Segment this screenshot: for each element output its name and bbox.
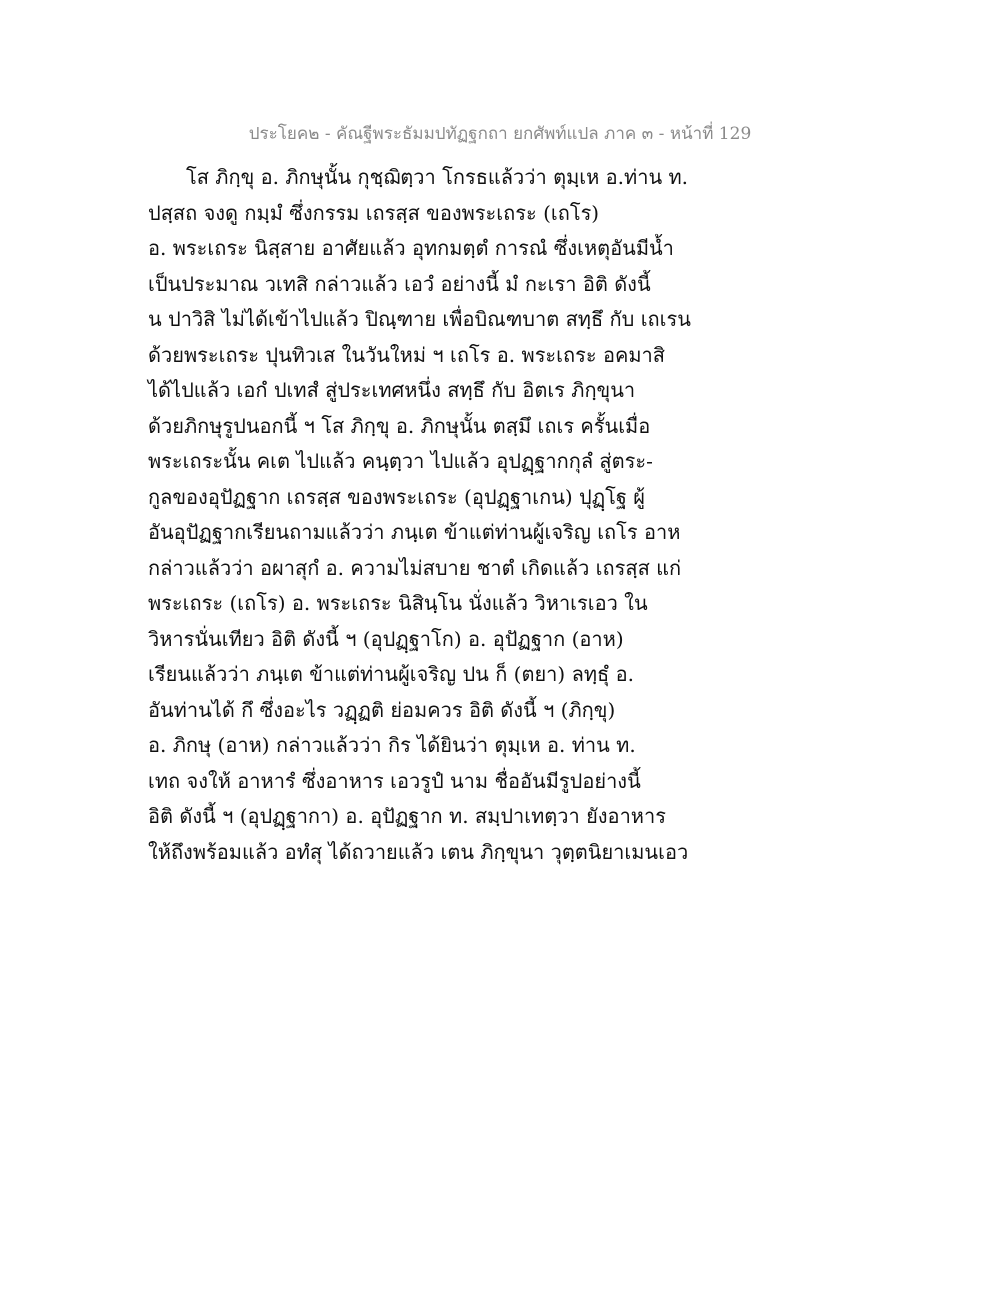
text-line: กล่าวแล้วว่า อผาสุกํ อ. ความไม่สบาย ชาตํ เกิดแล้ว เถรสฺส แก่ — [148, 555, 682, 580]
text-line: เรียนแล้วว่า ภนฺเต ข้าแต่ท่านผู้เจริญ ปน ก็ (ตยา) ลทฺธุํ อ. — [148, 662, 634, 686]
text-line: ปสฺสถ จงดู กมฺมํ ซึ่งกรรม เถรสฺส ของพระเถระ (เถโร) — [148, 200, 600, 225]
text-line: ด้วยพระเถระ ปุนทิวเส ในวันใหม่ ฯ เถโร อ. พระเถระ อคมาสิ — [148, 342, 665, 367]
text-line: อ. พระเถระ นิสฺสาย อาศัยแล้ว อุทกมตฺตํ การณํ ซึ่งเหตุอันมีน้ำ — [148, 236, 674, 260]
text-line: น ปาวิสิ ไม่ได้เข้าไปแล้ว ปิณฺฑาย เพื่อบิณฑบาต สทฺธึ กับ เถเรน — [148, 307, 691, 331]
text-line: เป็นประมาณ วเทสิ กล่าวแล้ว เอวํ อย่างนี้ มํ กะเรา อิติ ดังนี้ — [148, 271, 651, 296]
text-line: กูลของอุปัฏฐาก เถรสฺส ของพระเถระ (อุปฏฺฐาเกน) ปุฏฺโฐ ผู้ — [148, 484, 646, 509]
body-text — [148, 160, 848, 870]
text-line: อันท่านได้ กึ ซึ่งอะไร วฏฺฏติ ย่อมควร อิติ ดังนี้ ฯ (ภิกฺขุ) — [148, 697, 616, 722]
text-line: พระเถระนั้น คเต ไปแล้ว คนฺตฺวา ไปแล้ว อุปฏฺฐากกุลํ สู่ตระ- — [148, 449, 653, 473]
text-line: เทถ จงให้ อาหารํ ซึ่งอาหาร เอวรูปํ นาม ชื่ออันมีรูปอย่างนี้ — [148, 768, 641, 793]
text-line: ได้ไปแล้ว เอกํ ปเทสํ สู่ประเทศหนึ่ง สทฺธึ กับ อิตเร ภิกฺขุนา — [148, 378, 636, 402]
text-line: อิติ ดังนี้ ฯ (อุปฏฺฐากา) อ. อุปัฏฐาก ท. สมฺปาเทตฺวา ยังอาหาร — [148, 804, 666, 828]
text-line: วิหารนั่นเทียว อิติ ดังนี้ ฯ (อุปฏฺฐาโก) อ. อุปัฏฐาก (อาห) — [148, 626, 624, 651]
text-line: ด้วยภิกษุรูปนอกนี้ ฯ โส ภิกฺขุ อ. ภิกษุนั้น ตสฺมึ เถเร ครั้นเมื่อ — [148, 413, 651, 438]
text-line: พระเถระ (เถโร) อ. พระเถระ นิสินฺโน นั่งแล้ว วิหาเรเอว ใน — [148, 591, 648, 615]
text-line: อันอุปัฏฐากเรียนถามแล้วว่า ภนฺเต ข้าแต่ท่านผู้เจริญ เถโร อาห — [148, 520, 681, 544]
text-line: โส ภิกฺขุ อ. ภิกษุนั้น กุชฺฌิตฺวา โกรธแล้วว่า ตุมฺเห อ.ท่าน ท. — [186, 165, 689, 189]
running-header: ประโยค๒ - คัณฐีพระธัมมปทัฏฐกถา ยกศัพท์แปล ภาค ๓ - หน้าที่ 129 — [248, 124, 752, 144]
text-line: ให้ถึงพร้อมแล้ว อทํสุ ได้ถวายแล้ว เตน ภิกฺขุนา วุตฺตนิยาเมนเอว — [148, 839, 689, 864]
text-line: อ. ภิกษุ (อาห) กล่าวแล้วว่า กิร ได้ยินว่า ตุมฺเห อ. ท่าน ท. — [148, 733, 636, 757]
